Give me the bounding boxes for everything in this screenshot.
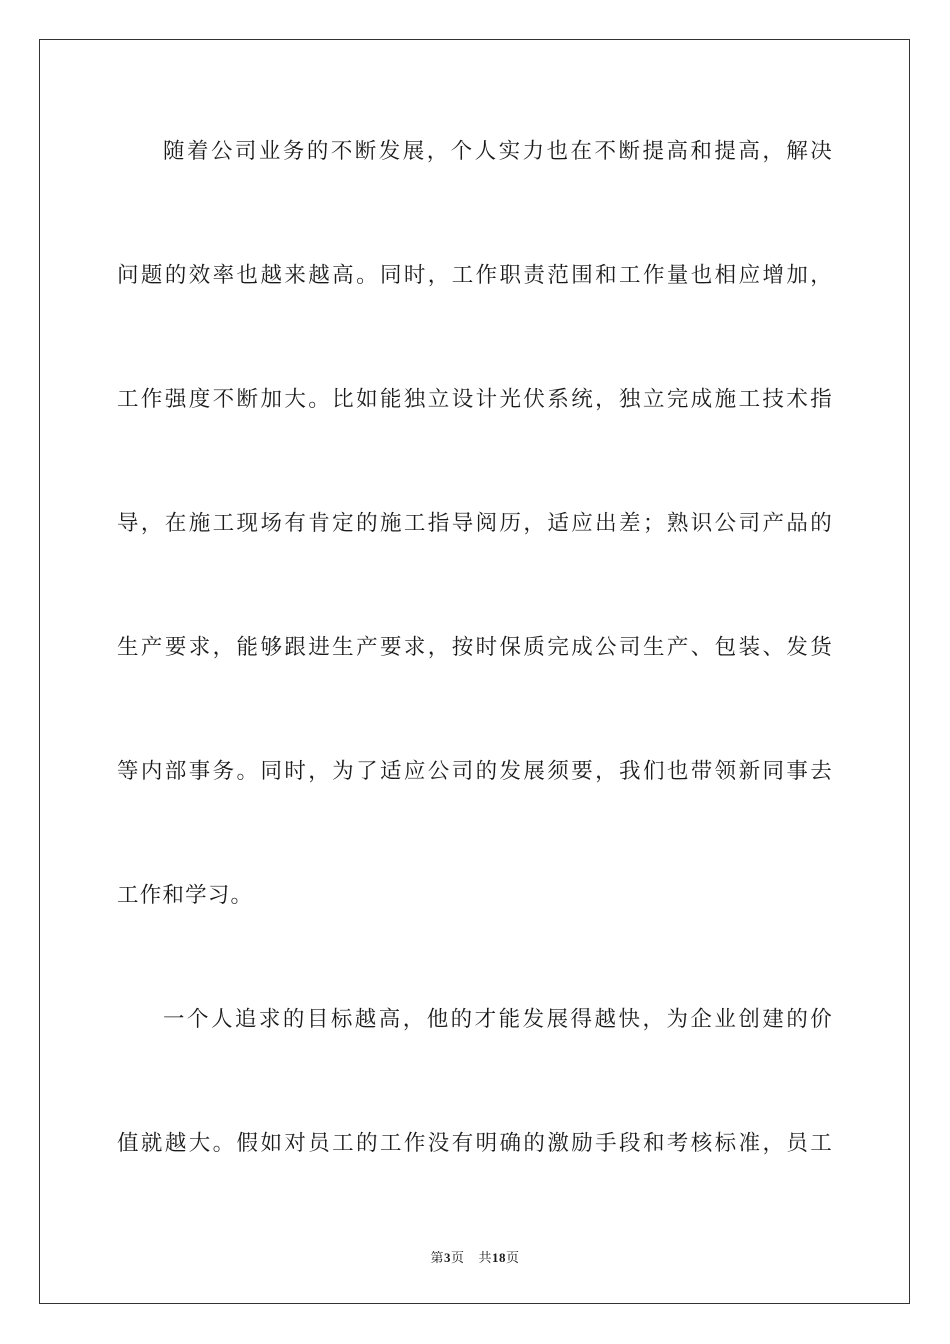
text-line-9: 值就越大。假如对员工的工作没有明确的激励手段和考核标准，员工: [117, 1131, 833, 1156]
text-line-2: 问题的效率也越来越高。同时，工作职责范围和工作量也相应增加，: [117, 263, 833, 288]
total-prefix: 共: [478, 1251, 493, 1266]
text-line-1: 随着公司业务的不断发展，个人实力也在不断提高和提高，解决: [163, 139, 833, 164]
text-line-6: 等内部事务。同时，为了适应公司的发展须要，我们也带领新同事去: [117, 759, 833, 784]
total-page-count: 18: [492, 1250, 507, 1265]
page-unit: 页: [450, 1251, 465, 1266]
page-number-footer: [0, 1249, 950, 1268]
text-line-5: 生产要求，能够跟进生产要求，按时保质完成公司生产、包装、发货: [117, 635, 833, 660]
page-border: [39, 39, 910, 1304]
current-page-number: 3: [443, 1250, 451, 1265]
page-prefix: 第: [430, 1251, 444, 1266]
text-line-8: 一个人追求的目标越高，他的才能发展得越快，为企业创建的价: [163, 1007, 833, 1032]
text-line-7: 工作和学习。: [117, 883, 254, 908]
text-line-4: 导，在施工现场有肯定的施工指导阅历，适应出差；熟识公司产品的: [117, 511, 833, 536]
text-line-3: 工作强度不断加大。比如能独立设计光伏系统，独立完成施工技术指: [117, 387, 833, 412]
total-unit: 页: [506, 1251, 520, 1266]
